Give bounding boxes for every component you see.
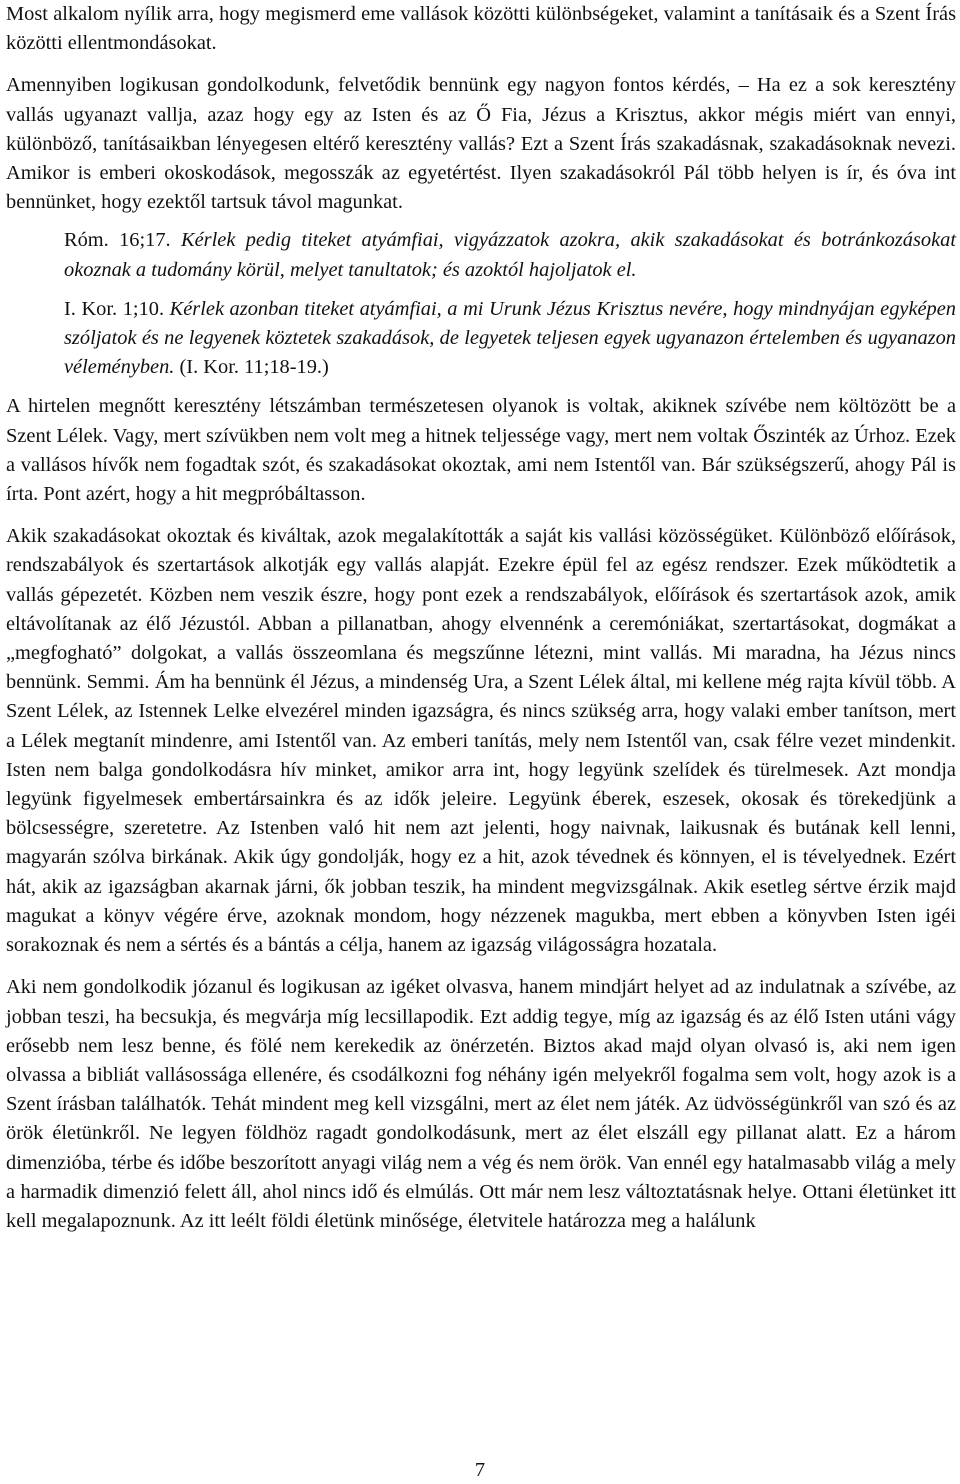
page-number: 7 [474, 1459, 486, 1481]
scripture-reference-suffix: (I. Kor. 11;18-19.) [179, 356, 329, 379]
paragraph-divisions: A hirtelen megnőtt keresztény létszámban természetesen olyanok is voltak, akiknek szívébe nem költözött be a Szent Lélek. Vagy, mert szívükben nem volt meg a hitnek teljessége vagy, mert nem voltak Őszinték az Úrhoz. Ezek a vallásos hívők nem fogadtak szót, és szakadásokat okoztak, ami nem Istentől van. Bár szükségszerű, ahogy Pál is írta. Pont azért, hogy a hit megpróbáltasson. [6, 395, 956, 506]
scripture-reference: Róm. 16;17. [64, 229, 171, 252]
scripture-quote-corinthians [64, 295, 956, 383]
paragraph-reader: Aki nem gondolkodik józanul és logikusan az igéket olvasva, hanem mindjárt helyet ad az indulatnak a szívébe, az jobban teszi, ha becsukja, és megvárja míg lecsillapodik. Ezt addig tegye, míg az igazság és az élő Isten utáni vágy erősebb nem lesz benne, és fölé nem kerekedik az önérzetén. Biztos akad majd olyan olvasó is, aki nem igen olvassa a bibliát vallásossága ellenére, és csodálkozni fog néhány igén melyekről fogalma sem volt, hogy azok is a Szent írásban találhatók. Tehát mindent meg kell vizsgálni, mert az élet nem játék. Az üdvösségünkről van szó és az örök életünkről. Ne legyen földhöz ragadt gondolkodásunk, mert az élet elszáll egy pillanat alatt. Ez a három dimenzióba, térbe és időbe beszorított anyagi világ nem a vég és nem örök. Van ennél egy hatalmasabb világ a mely a harmadik dimenzió felett áll, ahol nincs idő és elmúlás. Ott már nem lesz változtatásnak helye. Ottani életünket itt kell megalapoznunk. Az itt leélt földi életünk minősége, életvitele határozza meg a halálunk [6, 976, 956, 1232]
document-page [6, 0, 956, 1236]
scripture-text: Kérlek pedig titeket atyámfiai, vigyázzatok azokra, akik szakadásokat és botránkozásokat okoznak a tudomány körül, melyet tanultatok; és azoktól hajoljatok el. [64, 229, 956, 281]
paragraph-question: Amennyiben logikusan gondolkodunk, felvetődik bennünk egy nagyon fontos kérdés, – Ha ez a sok keresztény vallás ugyanazt vallja, azaz hogy egy az Isten és az Ő Fia, Jézus a Krisztus, akkor mégis miért van ennyi, különböző, tanításaikban lényegesen eltérő keresztény vallás? Ezt a Szent Írás szakadásnak, szakadásoknak nevezi. Amikor is emberi okoskodások, megosszák az egyetértést. Ilyen szakadásokról Pál több helyen is ír, és óva int bennünket, hogy ezektől tartsuk távol magunkat. [6, 74, 956, 214]
scripture-text: Kérlek azonban titeket atyámfiai, a mi Urunk Jézus Krisztus nevére, hogy mindnyájan egyképen szóljatok és ne legyenek köztetek szakadások, de legyetek teljesen egyek ugyanazon értelemben és ugyanazon véleményben. [64, 297, 956, 379]
scripture-reference: I. Kor. 1;10. [64, 297, 165, 320]
paragraph-religions: Akik szakadásokat okoztak és kiváltak, azok megalakították a saját kis vallási közösségüket. Különböző előírások, rendszabályok és szertartások alkotják egy vallás alapját. Ezekre épül fel az egész rendszer. Ezek működtetik a vallás gépezetét. Közben nem veszik észre, hogy pont ezek a rendszabályok, előírások és szertartások azok, amik eltávolítanak az élő Jézustól. Abban a pillanatban, ahogy elvennénk a ceremóniákat, szertartásokat, dogmákat a „megfogható” dolgokat, a vallás összeomlana és megszűnne létezni, mint vallás. Mi maradna, ha Jézus nincs bennünk. Semmi. Ám ha bennünk él Jézus, a mindenség Ura, a Szent Lélek által, mi kellene még rajta kívül több. A Szent Lélek, az Istennek Lelke elvezérel minden igazságra, és nincs szükség arra, hogy valaki ember tanítson, mert a Lélek megtanít mindenre, ami Istentől van. Az emberi tanítás, mely nem Istentől van, csak félre vezet mindenkit. Isten nem balga gondolkodásra hív minket, amikor arra int, hogy legyünk szelídek és türelmesek. Azt mondja legyünk figyelmesek embertársainkra és az idők jeleire. Legyünk éberek, eszesek, okosak és törekedjünk a bölcsességre, szeretetre. Az Istenben való hit nem azt jelenti, hogy naivnak, laikusnak és butának kell lenni, magyarán szólva birkának. Akik úgy gondolják, hogy ez a hit, azok tévednek és könnyen, el is tévelyednek. Ezért hát, akik az igazságban akarnak járni, ők jobban teszik, ha mindent megvizsgálnak. Akik esetleg sértve érzik majd magukat a könyv végére érve, azoknak mondom, hogy nézzenek magukba, mert ebben a könyvben Isten igéi sorakoznak és nem a sértés és a bántás a célja, hanem az igazság világosságra hozatala. [6, 525, 956, 957]
scripture-quote-romans [64, 226, 956, 284]
paragraph-intro: Most alkalom nyílik arra, hogy megismerd eme vallások közötti különbségeket, valamint a tanításaik és a Szent Írás közötti ellentmondásokat. [6, 3, 956, 55]
